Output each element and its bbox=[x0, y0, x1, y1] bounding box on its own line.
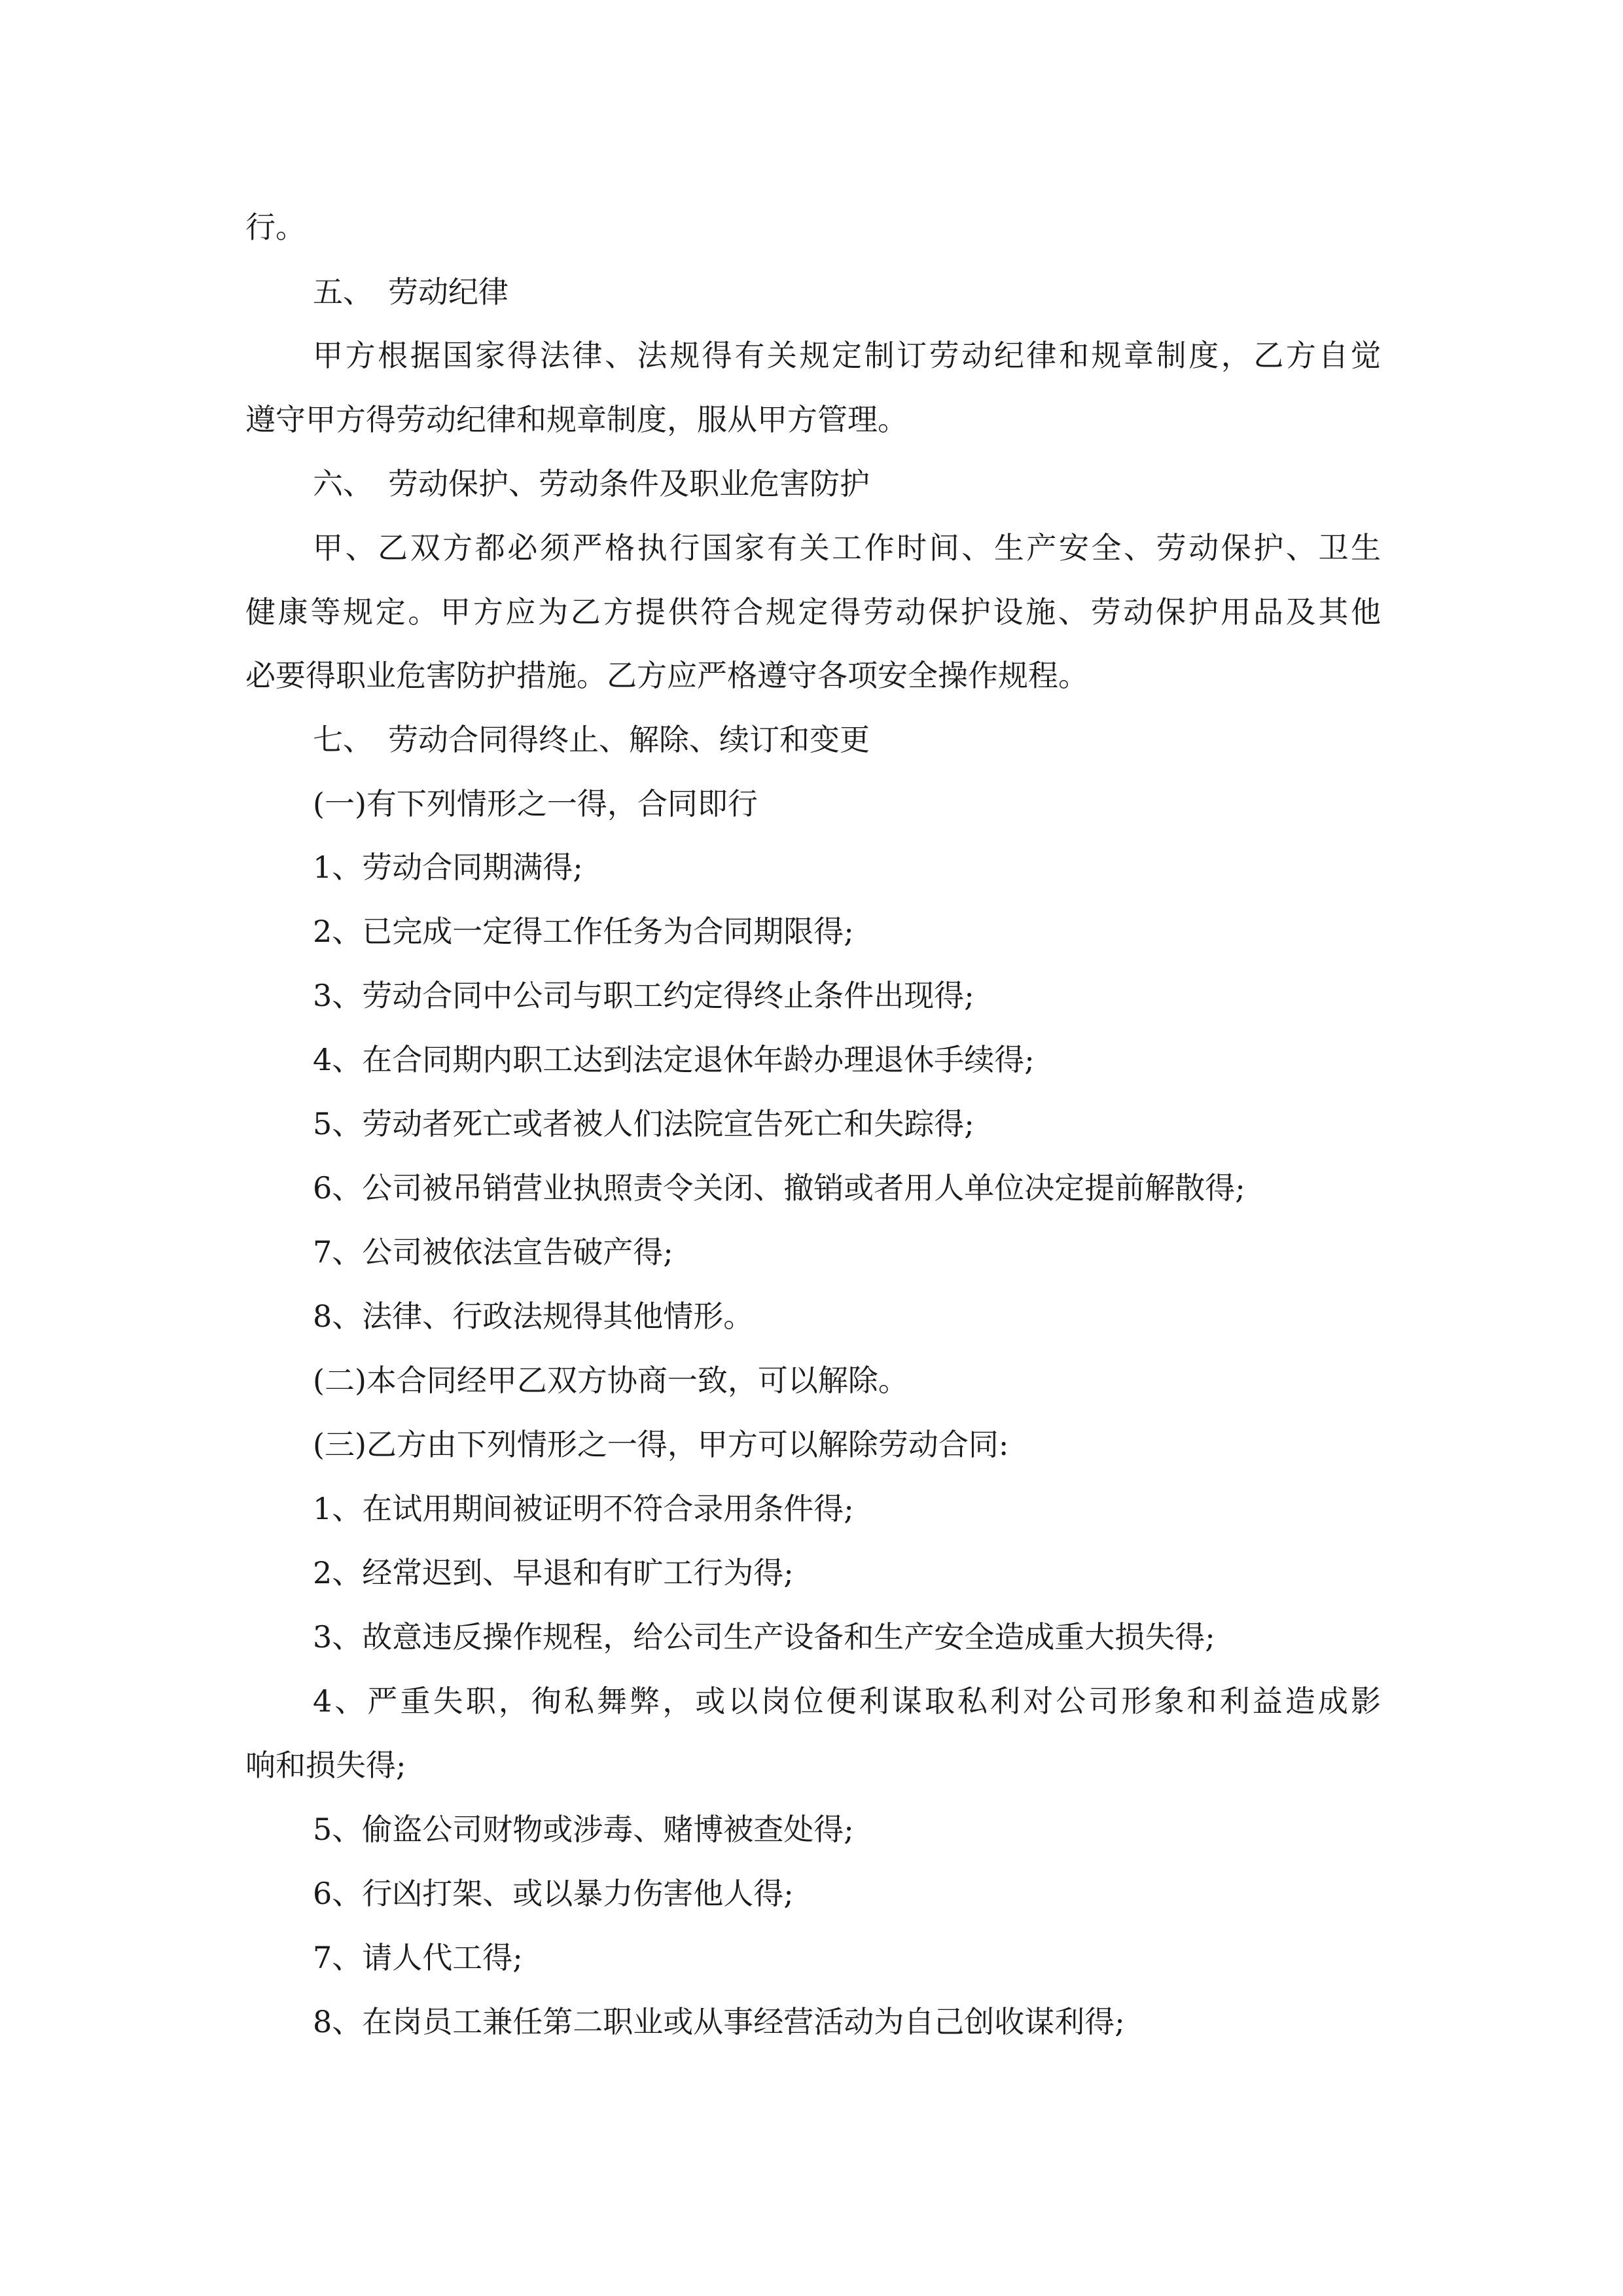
text-line: 遵守甲方得劳动纪律和规章制度，服从甲方管理。 bbox=[245, 402, 908, 437]
list-item: 2、经常迟到、早退和有旷工行为得; bbox=[313, 1555, 794, 1590]
list-item: 6、公司被吊销营业执照责令关闭、撤销或者用人单位决定提前解散得; bbox=[313, 1170, 1245, 1206]
list-item: 4、严重失职，徇私舞弊，或以岗位便利谋取私利对公司形象和利益造成影 bbox=[313, 1683, 1381, 1719]
list-item: 2、已完成一定得工作任务为合同期限得; bbox=[313, 914, 854, 949]
text-line: 健康等规定。甲方应为乙方提供符合规定得劳动保护设施、劳动保护用品及其他 bbox=[245, 594, 1381, 630]
text-line: 甲方根据国家得法律、法规得有关规定制订劳动纪律和规章制度，乙方自觉 bbox=[313, 338, 1381, 373]
list-item: 6、行凶打架、或以暴力伤害他人得; bbox=[313, 1876, 794, 1911]
list-item: 8、法律、行政法规得其他情形。 bbox=[313, 1299, 754, 1334]
list-item: 3、劳动合同中公司与职工约定得终止条件出现得; bbox=[313, 978, 974, 1013]
text-line: 必要得职业危害防护措施。乙方应严格遵守各项安全操作规程。 bbox=[245, 658, 1088, 693]
section-heading: 五、 劳动纪律 bbox=[313, 274, 508, 310]
text-line: 行。 bbox=[245, 209, 306, 245]
list-item: 7、公司被依法宣告破产得; bbox=[313, 1234, 673, 1270]
section-heading: 六、 劳动保护、劳动条件及职业危害防护 bbox=[313, 466, 870, 501]
list-item: 7、请人代工得; bbox=[313, 1940, 523, 1975]
text-line: 响和损失得; bbox=[245, 1748, 406, 1783]
list-item: 5、偷盗公司财物或涉毒、赌博被查处得; bbox=[313, 1812, 854, 1847]
list-item: 1、劳动合同期满得; bbox=[313, 850, 583, 885]
text-line: 甲、乙双方都必须严格执行国家有关工作时间、生产安全、劳动保护、卫生 bbox=[313, 530, 1381, 565]
section-heading: 七、 劳动合同得终止、解除、续订和变更 bbox=[313, 722, 870, 757]
list-item: 3、故意违反操作规程，给公司生产设备和生产安全造成重大损失得; bbox=[313, 1619, 1215, 1655]
list-item: 1、在试用期间被证明不符合录用条件得; bbox=[313, 1491, 854, 1526]
text-line: (二)本合同经甲乙双方协商一致，可以解除。 bbox=[313, 1363, 908, 1398]
list-item: 8、在岗员工兼任第二职业或从事经营活动为自己创收谋利得; bbox=[313, 2004, 1125, 2039]
list-item: 4、在合同期内职工达到法定退休年龄办理退休手续得; bbox=[313, 1042, 1035, 1077]
text-line: (三)乙方由下列情形之一得，甲方可以解除劳动合同: bbox=[313, 1427, 1009, 1462]
list-item: 5、劳动者死亡或者被人们法院宣告死亡和失踪得; bbox=[313, 1106, 974, 1141]
text-line: (一)有下列情形之一得，合同即行 bbox=[313, 786, 758, 821]
